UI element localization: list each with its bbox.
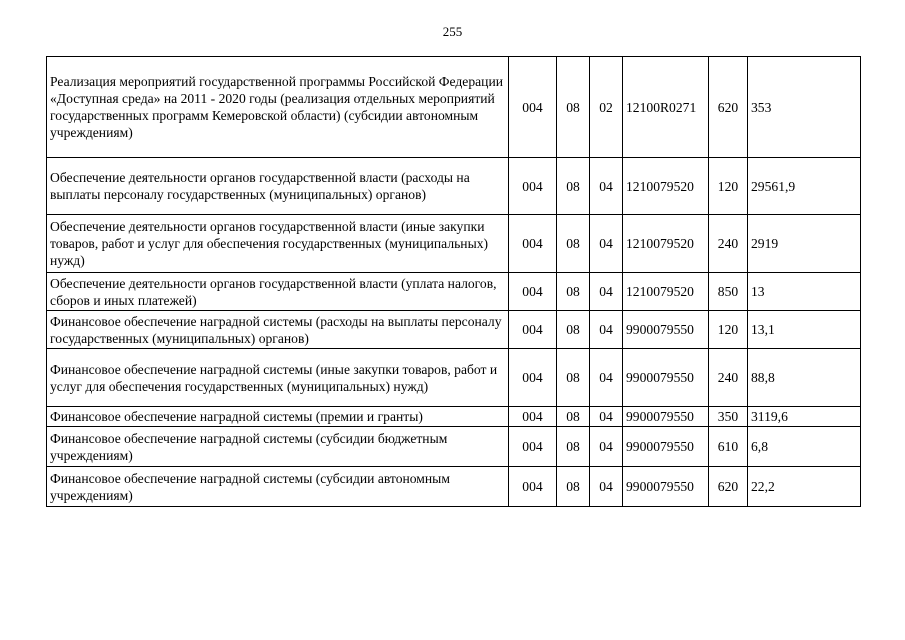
ministry-code-cell: 004 <box>509 158 557 215</box>
sum-cell: 6,8 <box>748 427 861 467</box>
subsection-code-cell: 04 <box>590 407 623 427</box>
target-article-cell: 1210079520 <box>623 215 709 273</box>
expense-type-cell: 850 <box>709 273 748 311</box>
table-row <box>47 57 861 158</box>
target-article-cell: 1210079520 <box>623 158 709 215</box>
target-article-cell: 9900079550 <box>623 407 709 427</box>
target-article-cell: 9900079550 <box>623 467 709 507</box>
budget-table <box>46 56 861 507</box>
subsection-code-cell: 04 <box>590 311 623 349</box>
expense-type-cell: 240 <box>709 215 748 273</box>
expense-type-cell: 120 <box>709 158 748 215</box>
subsection-code-cell: 02 <box>590 57 623 158</box>
target-article-cell: 9900079550 <box>623 427 709 467</box>
table-row <box>47 349 861 407</box>
section-code-cell: 08 <box>557 215 590 273</box>
subsection-code-cell: 04 <box>590 273 623 311</box>
table-row <box>47 467 861 507</box>
expense-name-cell: Финансовое обеспечение наградной системы (субсидии бюджетным учреждениям) <box>47 427 509 467</box>
section-code-cell: 08 <box>557 273 590 311</box>
sum-cell: 13,1 <box>748 311 861 349</box>
section-code-cell: 08 <box>557 427 590 467</box>
subsection-code-cell: 04 <box>590 158 623 215</box>
table-row <box>47 215 861 273</box>
table-row <box>47 407 861 427</box>
expense-type-cell: 610 <box>709 427 748 467</box>
expense-name-cell: Обеспечение деятельности органов государственной власти (иные закупки товаров, работ и услуг для обеспечения государственных (муниципальных) нужд) <box>47 215 509 273</box>
sum-cell: 13 <box>748 273 861 311</box>
ministry-code-cell: 004 <box>509 273 557 311</box>
table-row <box>47 273 861 311</box>
expense-name-cell: Обеспечение деятельности органов государственной власти (уплата налогов, сборов и иных платежей) <box>47 273 509 311</box>
sum-cell: 22,2 <box>748 467 861 507</box>
section-code-cell: 08 <box>557 349 590 407</box>
subsection-code-cell: 04 <box>590 215 623 273</box>
expense-type-cell: 620 <box>709 57 748 158</box>
ministry-code-cell: 004 <box>509 311 557 349</box>
sum-cell: 2919 <box>748 215 861 273</box>
section-code-cell: 08 <box>557 57 590 158</box>
ministry-code-cell: 004 <box>509 57 557 158</box>
expense-name-cell: Финансовое обеспечение наградной системы (иные закупки товаров, работ и услуг для обеспечения государственных (муниципальных) нужд) <box>47 349 509 407</box>
page-number: 255 <box>442 24 463 39</box>
section-code-cell: 08 <box>557 158 590 215</box>
ministry-code-cell: 004 <box>509 467 557 507</box>
target-article-cell: 12100R0271 <box>623 57 709 158</box>
ministry-code-cell: 004 <box>509 427 557 467</box>
subsection-code-cell: 04 <box>590 349 623 407</box>
target-article-cell: 1210079520 <box>623 273 709 311</box>
expense-type-cell: 240 <box>709 349 748 407</box>
table-row <box>47 427 861 467</box>
expense-name-cell: Финансовое обеспечение наградной системы (субсидии автономным учреждениям) <box>47 467 509 507</box>
table-row <box>47 311 861 349</box>
ministry-code-cell: 004 <box>509 407 557 427</box>
section-code-cell: 08 <box>557 467 590 507</box>
sum-cell: 29561,9 <box>748 158 861 215</box>
table-row <box>47 158 861 215</box>
ministry-code-cell: 004 <box>509 215 557 273</box>
expense-type-cell: 120 <box>709 311 748 349</box>
expense-name-cell: Реализация мероприятий государственной программы Российской Федерации «Доступная среда» на 2011 - 2020 годы (реализация отдельных мероприятий государственных программ Кемеровской области) (субсидии автономным учреждениям) <box>47 57 509 158</box>
sum-cell: 88,8 <box>748 349 861 407</box>
subsection-code-cell: 04 <box>590 427 623 467</box>
target-article-cell: 9900079550 <box>623 311 709 349</box>
sum-cell: 353 <box>748 57 861 158</box>
ministry-code-cell: 004 <box>509 349 557 407</box>
expense-name-cell: Финансовое обеспечение наградной системы (расходы на выплаты персоналу государственных (муниципальных) органов) <box>47 311 509 349</box>
expense-name-cell: Финансовое обеспечение наградной системы (премии и гранты) <box>47 407 509 427</box>
expense-name-cell: Обеспечение деятельности органов государственной власти (расходы на выплаты персоналу государственных (муниципальных) органов) <box>47 158 509 215</box>
section-code-cell: 08 <box>557 407 590 427</box>
sum-cell: 3119,6 <box>748 407 861 427</box>
target-article-cell: 9900079550 <box>623 349 709 407</box>
section-code-cell: 08 <box>557 311 590 349</box>
expense-type-cell: 350 <box>709 407 748 427</box>
subsection-code-cell: 04 <box>590 467 623 507</box>
expense-type-cell: 620 <box>709 467 748 507</box>
